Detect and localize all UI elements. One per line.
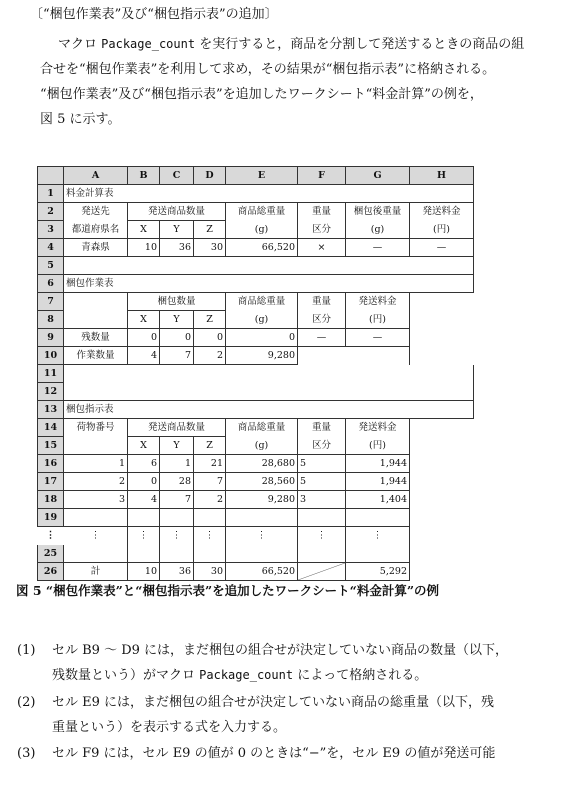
row-number: 10 xyxy=(38,347,64,365)
header-weight-class: 重量 xyxy=(298,293,346,311)
cell-x: 4 xyxy=(128,491,160,509)
row-number: 19 xyxy=(38,509,64,527)
cell-weight-class: 5 xyxy=(298,473,346,491)
item-number: (3) xyxy=(17,746,36,761)
empty-cell xyxy=(160,509,194,527)
intro-text: を実行すると，商品を分割して発送するときの商品の組 xyxy=(195,37,525,52)
item-number: (2) xyxy=(17,695,36,710)
empty-cell xyxy=(64,545,128,563)
header-unit-g: (g) xyxy=(226,437,298,455)
cell-y: 36 xyxy=(160,239,194,257)
empty-cell xyxy=(298,347,410,365)
cell-z: 2 xyxy=(194,491,226,509)
row-number: 18 xyxy=(38,491,64,509)
sheet-row-7 xyxy=(38,293,474,311)
cell-c9: 0 xyxy=(160,329,194,347)
diagonal-line xyxy=(298,563,345,580)
row-number: 6 xyxy=(38,275,64,293)
section-heading: 〔“梱包作業表”及び“梱包指示表”の追加〕 xyxy=(30,7,278,22)
cell-packed-weight: — xyxy=(346,239,410,257)
header-x: X xyxy=(128,221,160,239)
empty-cell xyxy=(410,419,474,563)
item-number: (1) xyxy=(17,643,36,658)
cell-total-weight: 28,560 xyxy=(226,473,298,491)
empty-cell xyxy=(346,545,410,563)
empty-cell xyxy=(226,545,298,563)
empty-row xyxy=(64,257,474,275)
header-weight-class: 重量 xyxy=(298,203,346,221)
header-unit-g: (g) xyxy=(226,311,298,329)
row-number: 1 xyxy=(38,185,64,203)
table-row xyxy=(38,455,474,473)
cell-total-x: 10 xyxy=(128,563,160,581)
col-header-b: B xyxy=(128,167,160,185)
ellipsis-mark: ⋮ xyxy=(346,527,410,545)
macro-name: Package_count xyxy=(199,668,294,682)
header-total-weight: 商品総重量 xyxy=(226,419,298,437)
header-y: Y xyxy=(160,311,194,329)
header-unit-g: (g) xyxy=(346,221,410,239)
table-row xyxy=(38,473,474,491)
cell-z: 21 xyxy=(194,455,226,473)
header-y: Y xyxy=(160,437,194,455)
corner-cell xyxy=(38,167,64,185)
row-number: 25 xyxy=(38,545,64,563)
ellipsis-mark: ⋮ xyxy=(160,527,194,545)
sheet-row-4 xyxy=(38,239,474,257)
cell-e10: 9,280 xyxy=(226,347,298,365)
header-ship-fee: 発送料金 xyxy=(346,419,410,437)
macro-name: Package_count xyxy=(101,37,196,51)
header-package-no: 荷物番号 xyxy=(64,419,128,437)
header-x: X xyxy=(128,437,160,455)
ellipsis-mark: ⋮ xyxy=(226,527,298,545)
sheet-row-6 xyxy=(38,275,474,293)
sheet-row-10 xyxy=(38,347,474,365)
empty-cell xyxy=(64,509,128,527)
cell-x: 6 xyxy=(128,455,160,473)
spreadsheet-figure xyxy=(37,166,474,581)
row-number-ellipsis: ⋮ xyxy=(38,527,64,545)
empty-cell xyxy=(64,293,128,311)
header-z: Z xyxy=(194,437,226,455)
cell-total-fee: 5,292 xyxy=(346,563,410,581)
col-header-a: A xyxy=(64,167,128,185)
header-destination: 発送先 xyxy=(64,203,128,221)
cell-package-no: 2 xyxy=(64,473,128,491)
intro-text: マクロ xyxy=(58,37,102,52)
item-line: セル B9 ～ D9 には，まだ梱包の組合せが決定していない商品の数量（以下， xyxy=(52,643,509,658)
row-number: 16 xyxy=(38,455,64,473)
header-ship-qty: 発送商品数量 xyxy=(128,203,226,221)
table-row xyxy=(38,545,474,563)
intro-line-2: 合せを“梱包作業表”を利用して求め，その結果が“梱包指示表”に格納される。 xyxy=(40,62,496,77)
empty-cell xyxy=(64,437,128,455)
header-prefecture: 都道府県名 xyxy=(64,221,128,239)
item-text: によって格納される。 xyxy=(293,668,428,683)
header-z: Z xyxy=(194,221,226,239)
row-number: 26 xyxy=(38,563,64,581)
cell-y: 28 xyxy=(160,473,194,491)
cell-ship-fee: 1,944 xyxy=(346,455,410,473)
cell-y: 1 xyxy=(160,455,194,473)
row-number: 11 xyxy=(38,365,64,383)
empty-cell xyxy=(298,545,346,563)
table-row xyxy=(38,509,474,527)
cell-z: 7 xyxy=(194,473,226,491)
ellipsis-mark: ⋮ xyxy=(194,527,226,545)
header-ship-fee: 発送料金 xyxy=(410,203,474,221)
table-title-work: 梱包作業表 xyxy=(64,275,474,293)
empty-cell xyxy=(194,545,226,563)
cell-package-no: 3 xyxy=(64,491,128,509)
col-header-g: G xyxy=(346,167,410,185)
cell-ship-fee: 1,944 xyxy=(346,473,410,491)
item-line: セル E9 には，まだ梱包の組合せが決定していない商品の総重量（以下，残 xyxy=(52,695,495,710)
empty-cell xyxy=(410,293,474,365)
ellipsis-row xyxy=(38,527,474,545)
cell-e9: 0 xyxy=(226,329,298,347)
intro-line-1 xyxy=(58,36,524,53)
cell-weight-class: 3 xyxy=(298,491,346,509)
figure-caption: 図 5 “梱包作業表”と“梱包指示表”を追加したワークシート“料金計算”の例 xyxy=(16,583,440,598)
sheet-row-8 xyxy=(38,311,474,329)
row-number: 9 xyxy=(38,329,64,347)
header-class: 区分 xyxy=(298,311,346,329)
cell-total-label: 計 xyxy=(64,563,128,581)
empty-row xyxy=(64,383,474,401)
diagonal-slash-cell xyxy=(298,563,346,581)
item-line: セル F9 には，セル E9 の値が 0 のときは“−”を，セル E9 の値が発送可能 xyxy=(52,746,496,761)
header-class: 区分 xyxy=(298,437,346,455)
sheet-row-12 xyxy=(38,383,474,401)
header-packed-weight: 梱包後重量 xyxy=(346,203,410,221)
cell-total-weight: 66,520 xyxy=(226,239,298,257)
column-header-row xyxy=(38,167,474,185)
sheet-row-5 xyxy=(38,257,474,275)
cell-b9: 0 xyxy=(128,329,160,347)
sheet-row-13 xyxy=(38,401,474,419)
empty-cell xyxy=(128,509,160,527)
header-y: Y xyxy=(160,221,194,239)
cell-total-weight: 9,280 xyxy=(226,491,298,509)
row-number: 4 xyxy=(38,239,64,257)
item-text: 残数量という）がマクロ xyxy=(52,668,200,683)
cell-f9: — xyxy=(298,329,346,347)
empty-cell xyxy=(194,509,226,527)
intro-line-4: 図 5 に示す。 xyxy=(40,112,121,127)
cell-weight-class: × xyxy=(298,239,346,257)
empty-cell xyxy=(64,311,128,329)
cell-total-weight: 66,520 xyxy=(226,563,298,581)
cell-package-no: 1 xyxy=(64,455,128,473)
sheet-row-11 xyxy=(38,365,474,383)
cell-x: 0 xyxy=(128,473,160,491)
cell-total-y: 36 xyxy=(160,563,194,581)
header-weight-class: 重量 xyxy=(298,419,346,437)
table-row xyxy=(38,491,474,509)
cell-total-weight: 28,680 xyxy=(226,455,298,473)
empty-cell xyxy=(346,509,410,527)
row-number: 7 xyxy=(38,293,64,311)
row-number: 2 xyxy=(38,203,64,221)
ellipsis-mark: ⋮ xyxy=(128,527,160,545)
row-number: 8 xyxy=(38,311,64,329)
col-header-c: C xyxy=(160,167,194,185)
empty-cell xyxy=(128,545,160,563)
header-ship-qty: 発送商品数量 xyxy=(128,419,226,437)
cell-ship-fee: 1,404 xyxy=(346,491,410,509)
cell-y: 7 xyxy=(160,491,194,509)
empty-cell xyxy=(298,509,346,527)
cell-d9: 0 xyxy=(194,329,226,347)
sheet-row-2 xyxy=(38,203,474,221)
header-ship-fee: 発送料金 xyxy=(346,293,410,311)
cell-d10: 2 xyxy=(194,347,226,365)
row-number: 14 xyxy=(38,419,64,437)
table-title-fee: 料金計算表 xyxy=(64,185,474,203)
cell-b10: 4 xyxy=(128,347,160,365)
sheet-row-1 xyxy=(38,185,474,203)
col-header-f: F xyxy=(298,167,346,185)
empty-cell xyxy=(160,545,194,563)
ellipsis-mark: ⋮ xyxy=(298,527,346,545)
sheet-row-15 xyxy=(38,437,474,455)
cell-g9: — xyxy=(346,329,410,347)
cell-prefecture: 青森県 xyxy=(64,239,128,257)
cell-c10: 7 xyxy=(160,347,194,365)
sheet-row-9 xyxy=(38,329,474,347)
table-title-instruction: 梱包指示表 xyxy=(64,401,474,419)
header-pack-qty: 梱包数量 xyxy=(128,293,226,311)
intro-line-3: “梱包作業表”及び“梱包指示表”を追加したワークシート“料金計算”の例を， xyxy=(40,87,483,102)
row-number: 13 xyxy=(38,401,64,419)
cell-weight-class: 5 xyxy=(298,455,346,473)
sheet-row-14 xyxy=(38,419,474,437)
ellipsis-mark: ⋮ xyxy=(64,527,128,545)
cell-ship-fee: — xyxy=(410,239,474,257)
total-row xyxy=(38,563,474,581)
header-class: 区分 xyxy=(298,221,346,239)
cell-total-z: 30 xyxy=(194,563,226,581)
cell-x: 10 xyxy=(128,239,160,257)
row-number: 5 xyxy=(38,257,64,275)
row-number: 12 xyxy=(38,383,64,401)
header-unit-yen: (円) xyxy=(410,221,474,239)
cell-z: 30 xyxy=(194,239,226,257)
empty-row xyxy=(64,365,474,383)
col-header-h: H xyxy=(410,167,474,185)
row-number: 3 xyxy=(38,221,64,239)
col-header-e: E xyxy=(226,167,298,185)
header-unit-g: (g) xyxy=(226,221,298,239)
item-line: 重量という）を表示する式を入力する。 xyxy=(52,720,287,735)
col-header-d: D xyxy=(194,167,226,185)
label-remaining-qty: 残数量 xyxy=(64,329,128,347)
row-number: 15 xyxy=(38,437,64,455)
header-z: Z xyxy=(194,311,226,329)
header-unit-yen: (円) xyxy=(346,437,410,455)
header-total-weight: 商品総重量 xyxy=(226,293,298,311)
empty-cell xyxy=(226,509,298,527)
header-x: X xyxy=(128,311,160,329)
item-line xyxy=(52,667,427,684)
header-total-weight: 商品総重量 xyxy=(226,203,298,221)
header-unit-yen: (円) xyxy=(346,311,410,329)
row-number: 17 xyxy=(38,473,64,491)
sheet-row-3 xyxy=(38,221,474,239)
label-work-qty: 作業数量 xyxy=(64,347,128,365)
